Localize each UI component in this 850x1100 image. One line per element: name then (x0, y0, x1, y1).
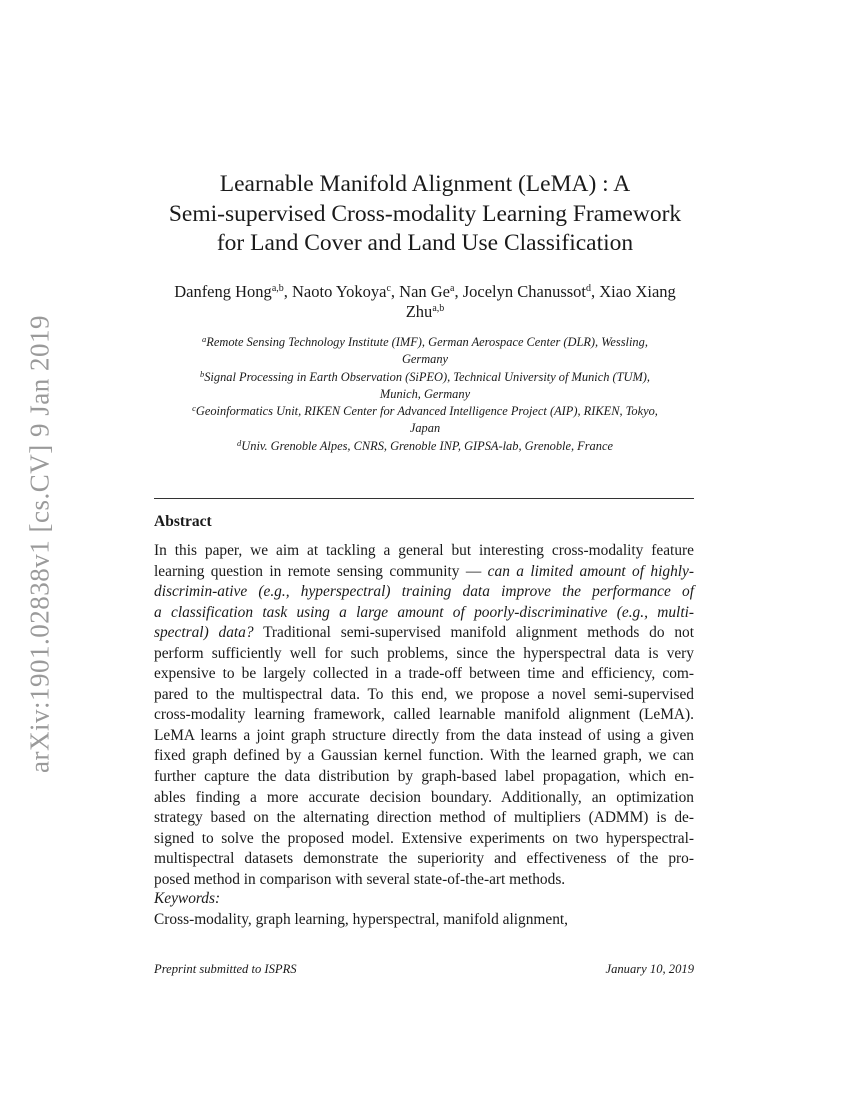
abstract-heading: Abstract (154, 513, 212, 530)
abstract-line: discrimin-ative (e.g., hyperspectral) training data improve the performance of (154, 583, 694, 601)
author-affil-mark: a,b (271, 283, 284, 294)
abstract-line: spectral) data? Traditional semi-supervised manifold alignment methods do not (154, 624, 694, 642)
author-name: , Jocelyn Chanussot (454, 282, 587, 301)
abstract-line: strategy based on the alternating direction method of multipliers (ADMM) is de- (154, 809, 694, 827)
abstract-line: expensive to be largely collected in a trade-off between time and efficiency, com- (154, 665, 694, 683)
author-line (140, 302, 710, 322)
footer-preprint-note: Preprint submitted to ISPRS (154, 962, 297, 976)
affiliation-mark: b (199, 368, 205, 379)
abstract-line: signed to solve the proposed model. Extensive experiments on two hyperspectral- (154, 829, 694, 847)
affiliation-line: Munich, Germany (379, 386, 471, 401)
footer-date: January 10, 2019 (605, 962, 694, 976)
author-name: Danfeng Hong (174, 282, 272, 301)
arxiv-identifier: arXiv:1901.02838v1 [cs.CV] 9 Jan 2019 (24, 315, 55, 773)
abstract-line: ables finding a more accurate decision boundary. Additionally, an optimization (154, 788, 694, 806)
author-affil-mark: a (450, 283, 455, 294)
abstract-line: pared to the multispectral data. To this end, we propose a novel semi-supervised (154, 685, 694, 703)
affiliation-mark: d (237, 437, 242, 448)
abstract-line: posed method in comparison with several state-of-the-art methods. (154, 870, 566, 888)
abstract-line: In this paper, we aim at tackling a general but interesting cross-modality feature (154, 542, 694, 559)
author-name: , Nan Ge (390, 282, 451, 301)
affiliation-line: $^d$Univ. Grenoble Alpes, CNRS, Grenoble INP, GIPSA-lab, Grenoble, France (237, 437, 613, 453)
title-line: Semi-supervised Cross-modality Learning Framework (168, 200, 682, 227)
abstract-line: a classification task using a large amount of poorly-discriminative (e.g., multi- (154, 603, 694, 621)
keywords-heading: Keywords: (154, 890, 221, 907)
abstract-line: fixed graph defined by a Gaussian kernel function. With the learned graph, we can (154, 747, 694, 765)
title-line: for Land Cover and Land Use Classification (216, 230, 634, 256)
author-name: Zhu (405, 302, 433, 321)
abstract-body (154, 541, 694, 890)
abstract-line: perform sufficiently well for such problems, since the hyperspectral data is very (154, 644, 694, 662)
author-line (140, 282, 710, 302)
abstract-line: multispectral datasets demonstrate the superiority and effectiveness of the pro- (154, 850, 694, 868)
abstract-line: LeMA learns a joint graph structure directly from the data instead of using a given (154, 726, 694, 744)
title-line: Learnable Manifold Alignment (LeMA) : A (219, 171, 631, 197)
author-name: , Xiao Xiang (591, 282, 676, 301)
affiliation-line: $^a$Remote Sensing Technology Institute (IMF), German Aerospace Center (DLR), Wessling, (202, 334, 648, 349)
affiliation-line: Japan (409, 421, 441, 436)
abstract-line: learning question in remote sensing community — can a limited amount of highly- (154, 562, 695, 580)
affiliation-line: $^b$Signal Processing in Earth Observation (SiPEO), Technical University of Munich (TUM), (199, 368, 651, 384)
section-divider (154, 498, 694, 499)
affiliation-mark: c (192, 403, 196, 414)
keywords-list: Cross-modality, graph learning, hyperspectral, manifold alignment, (154, 911, 569, 928)
author-affil-mark: a,b (432, 303, 445, 314)
author-list (140, 282, 710, 322)
affiliation-line: $^c$Geoinformatics Unit, RIKEN Center for Advanced Intelligence Project (AIP), RIKEN, Tokyo, (192, 403, 658, 419)
affiliation-mark: a (202, 334, 207, 344)
author-affil-mark: d (586, 283, 592, 294)
author-name: , Naoto Yokoya (283, 282, 387, 301)
abstract-line: further capture the data distribution by graph-based label propagation, which en- (154, 768, 694, 786)
affiliations (140, 334, 710, 455)
author-affil-mark: c (386, 283, 391, 294)
affiliation-line: Germany (401, 352, 449, 367)
paper-title (140, 170, 710, 259)
abstract-line: cross-modality learning framework, called learnable manifold alignment (LeMA). (154, 706, 694, 724)
